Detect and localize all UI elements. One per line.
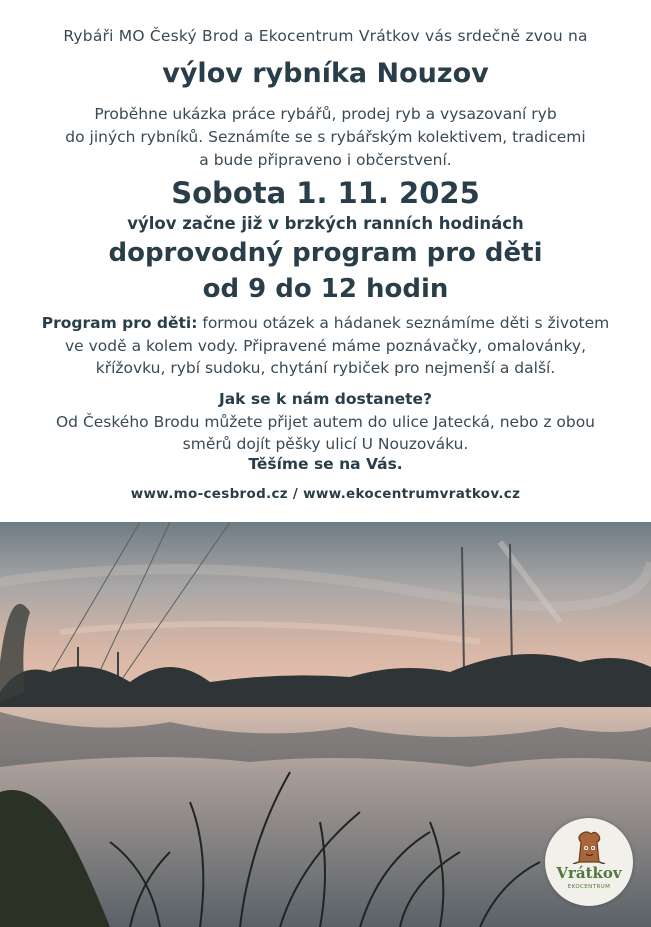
description-line: Proběhne ukázka práce rybářů, prodej ryb a vysazovaní ryb — [94, 105, 557, 123]
directions-text — [0, 411, 651, 455]
website-links[interactable]: www.mo-cesbrod.cz / www.ekocentrumvratkov.cz — [130, 486, 521, 502]
tree-stump-icon — [569, 828, 609, 864]
logo-name: Vrátkov — [556, 864, 622, 882]
description-line: do jiných rybníků. Seznámíte se s rybářským kolektivem, tradicemi — [65, 128, 586, 146]
program-label: Program pro děti: — [41, 314, 198, 332]
directions-line: směrů dojít pěšky ulicí U Nouzováku. — [182, 435, 469, 453]
kids-program-hours: od 9 do 12 hodin — [202, 274, 449, 304]
kids-program-heading: doprovodný program pro děti — [108, 238, 543, 268]
description-line: a bude připraveno i občerstvení. — [199, 151, 452, 169]
program-description — [0, 312, 651, 380]
program-line-rest: formou otázek a hádanek seznámíme děti s životem — [197, 314, 610, 332]
event-title: výlov rybníka Nouzov — [162, 58, 489, 89]
program-line — [0, 312, 651, 335]
logo-subtitle: EKOCENTRUM — [567, 884, 611, 890]
event-date: Sobota 1. 11. 2025 — [171, 176, 480, 210]
intro-line: Rybáři MO Český Brod a Ekocentrum Vrátkov vás srdečně zvou na — [63, 27, 588, 45]
directions-heading: Jak se k nám dostanete? — [218, 390, 433, 408]
vratkov-logo — [545, 818, 633, 906]
program-line: křížovku, rybí sudoku, chytání rybiček pro nejmenší a další. — [95, 359, 556, 377]
program-line: ve vodě a kolem vody. Připravené máme poznávačky, omalovánky, — [64, 336, 587, 355]
directions-line: Od Českého Brodu můžete přijet autem do ulice Jatecká, nebo z obou — [55, 413, 596, 431]
event-description — [0, 103, 651, 172]
greeting: Těšíme se na Vás. — [248, 455, 403, 473]
start-note: výlov začne již v brzkých ranních hodinách — [127, 214, 524, 233]
